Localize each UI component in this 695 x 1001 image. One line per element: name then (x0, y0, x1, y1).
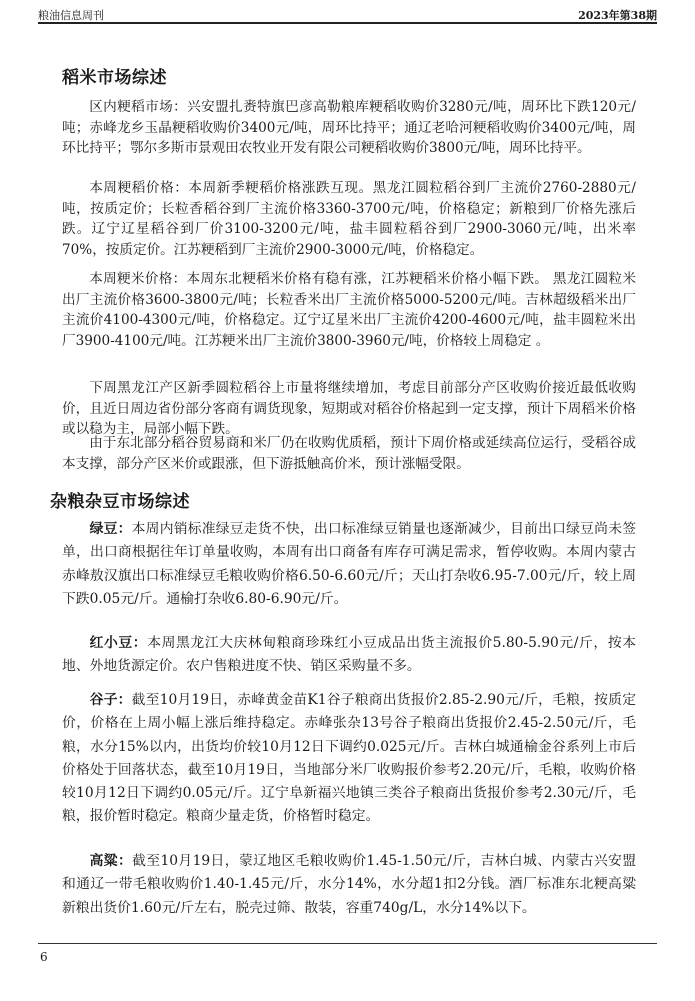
journal-name: 粮油信息周刊 (38, 9, 104, 22)
running-header (38, 4, 657, 22)
paragraph-millet (62, 689, 636, 829)
page-number: 6 (40, 950, 48, 964)
paragraph-price-forecast: 由于东北部分稻谷贸易商和米厂仍在收购优质稻，预计下周价格或延续高位运行，受稻谷成本支撑，部分产区米价或跟涨，但下游抵触高价米，预计涨幅受限。 (62, 435, 636, 472)
lead-red-bean: 红小豆： (89, 635, 148, 651)
paragraph-japonica-rice-price: 本周粳稻价格：本周新季粳稻价格涨跌互现。黑龙江圆粒稻谷到厂主流价2760-2880元/吨，按质定价；长粒香稻谷到厂主流价格3360-3700元/吨，价格稳定；新粮到厂价格先涨后跌。辽宁辽星稻谷到厂价3100-3200元/吨，盐丰圆粒稻谷到厂2900-3060元/吨，出米率70%，按质定价。江苏粳稻到厂主流价2900-3000元/吨，价格稳定。 (62, 180, 636, 258)
paragraph-red-bean (62, 632, 636, 679)
section-title-grains-beans: 杂粮杂豆市场综述 (50, 492, 190, 512)
paragraph-sorghum (62, 850, 636, 920)
paragraph-regional-japonica: 区内粳稻市场：兴安盟扎赉特旗巴彦高勒粮库粳稻收购价3280元/吨，周环比下跌120元/吨；赤峰龙乡玉晶粳稻收购价3400元/吨，周环比持平；通辽老哈河粳稻收购价3400元/吨，周环比持平；鄂尔多斯市景观田农牧业开发有限公司粳稻收购价3800元/吨，周环比持平。 (62, 99, 636, 156)
paragraph-next-week-outlook: 下周黑龙江产区新季圆粒稻谷上市量将继续增加，考虑目前部分产区收购价接近最低收购价，且近日周边省份部分客商有调货现象，短期或对稻谷价格起到一定支撑，预计下周稻米价格或以稳为主，局部小幅下跌。 (62, 380, 636, 437)
text-red-bean: 本周黑龙江大庆林甸粮商珍珠红小豆成品出货主流报价5.80-5.90元/斤，按本地、外地货源定价。农户售粮进度不快、销区采购量不多。 (62, 635, 637, 675)
issue-number: 2023年第38期 (578, 9, 657, 22)
paragraph-mung-bean (62, 518, 636, 611)
text-sorghum: 截至10月19日，蒙辽地区毛粮收购价1.45-1.50元/斤，吉林白城、内蒙古兴安盟和通辽一带毛粮收购价1.40-1.45元/斤，水分14%，水分超1扣2分钱。酒厂标准东北粳高粱新粮出货价1.60元/斤左右，脱壳过筛、散装，容重740g/L，水分14%以下。 (62, 853, 636, 916)
section-title-rice: 稻米市场综述 (62, 68, 167, 88)
lead-millet: 谷子： (89, 692, 132, 708)
paragraph-japonica-milled-price: 本周粳米价格：本周东北粳稻米价格有稳有涨，江苏粳稻米价格小幅下跌。 黑龙江圆粒米出厂主流价格3600-3800元/吨；长粒香米出厂主流价格5000-5200元/吨。吉林超级稻米出厂主流价4100-4300元/吨，价格稳定。辽宁辽星米出厂主流价4200-4600元/吨，盐丰圆粒米出厂3900-4100元/吨。江苏粳米出厂主流价3800-3960元/吨，价格较上周稳定 。 (62, 271, 636, 349)
footer-rule (38, 943, 657, 944)
header-rule (38, 22, 657, 24)
lead-sorghum: 高粱： (89, 853, 133, 869)
text-millet: 截至10月19日，赤峰黄金苗K1谷子粮商出货报价2.85-2.90元/斤，毛粮，按质定价，价格在上周小幅上涨后维持稳定。赤峰张杂13号谷子粮商出货报价2.45-2.50元/斤，毛粮，水分15%以内，出货均价较10月12日下调约0.025元/斤。吉林白城通榆金谷系列上市后价格处于回落状态，截至10月19日，当地部分米厂收购报价参考2.20元/斤，毛粮，收购价格较10月12日下调约0.05元/斤。辽宁阜新福兴地镇三类谷子粮商出货报价参考2.30元/斤，毛粮，报价暂时稳定。粮商少量走货，价格暂时稳定。 (62, 692, 636, 825)
text-mung-bean: 本周内销标准绿豆走货不快，出口标准绿豆销量也逐渐减少，目前出口绿豆尚未签单，出口商根据往年订单量收购，本周有出口商备有库存可满足需求，暂停收购。本周内蒙古赤峰敖汉旗出口标准绿豆毛粮收购价格6.50-6.60元/斤；天山打杂收6.95-7.00元/斤，较上周下跌0.05元/斤。通榆打杂收6.80-6.90元/斤。 (62, 521, 637, 607)
lead-mung-bean: 绿豆： (89, 521, 132, 537)
